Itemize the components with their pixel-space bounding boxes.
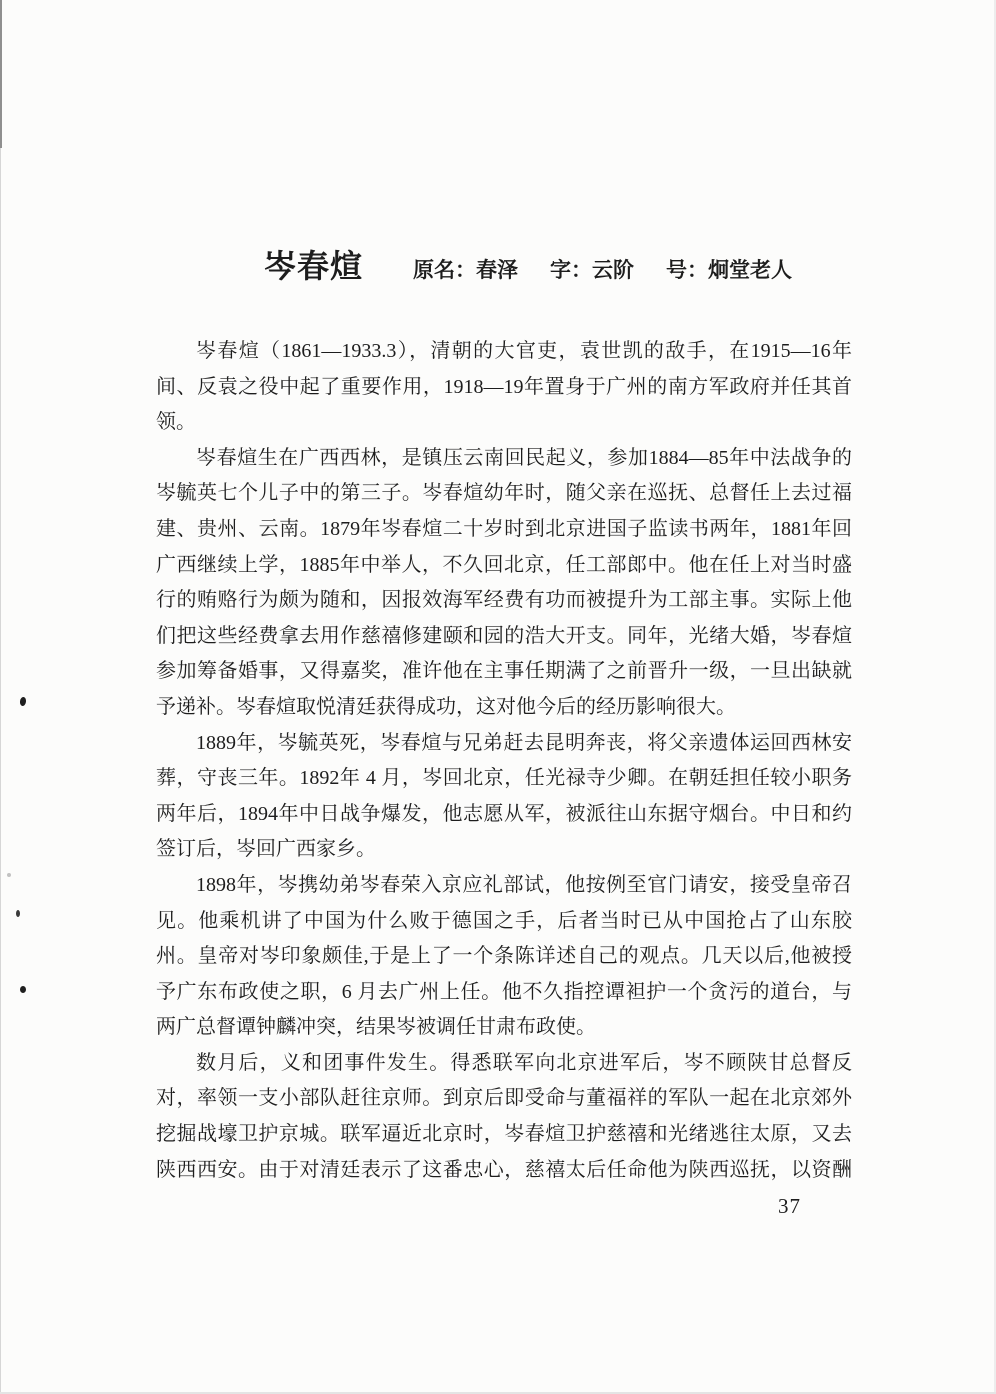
paragraph bbox=[156, 1046, 852, 1188]
text-line: 行的贿赂行为颇为随和，因报效海军经费有功而被提升为工部主事。实际上他 bbox=[156, 589, 852, 612]
ink-speck bbox=[7, 873, 11, 877]
text-line: 们把这些经费拿去用作慈禧修建颐和园的浩大开支。同年，光绪大婚，岑春煊 bbox=[156, 624, 852, 647]
text-line: 见。他乘机讲了中国为什么败于德国之手，后者当时已从中国抢占了山东胶 bbox=[156, 909, 852, 932]
text-line: 数月后，义和团事件发生。得悉联军向北京进军后，岑不顾陕甘总督反 bbox=[196, 1051, 852, 1074]
text-line: 建、贵州、云南。1879年岑春煊二十岁时到北京进国子监读书两年，1881年回 bbox=[156, 517, 852, 540]
text-line: 葬，守丧三年。1892年 4 月，岑回北京，任光禄寺少卿。在朝廷担任较小职务 bbox=[156, 767, 852, 790]
paragraph bbox=[156, 868, 852, 1046]
alias-label: 字：云阶 bbox=[550, 258, 635, 282]
paragraph bbox=[156, 334, 852, 441]
text-line: 挖掘战壕卫护京城。联军逼近北京时，岑春煊卫护慈禧和光绪逃往太原，又去 bbox=[156, 1123, 852, 1146]
text-line: 岑毓英七个儿子中的第三子。岑春煊幼年时，随父亲在巡抚、总督任上去过福 bbox=[156, 482, 852, 505]
text-line: 广西继续上学，1885年中举人，不久回北京，任工部郎中。他在任上对当时盛 bbox=[156, 553, 852, 576]
text-line: 两广总督谭钟麟冲突，结果岑被调任甘肃布政使。 bbox=[156, 1016, 596, 1039]
text-line: 领。 bbox=[156, 411, 196, 434]
text-line: 陕西西安。由于对清廷表示了这番忠心，慈禧太后任命他为陕西巡抚，以资酬 bbox=[156, 1158, 852, 1181]
text-line: 对，率领一支小部队赶往京师。到京后即受命与董福祥的军队一起在北京郊外 bbox=[156, 1087, 852, 1110]
text-line: 岑春煊生在广西西林，是镇压云南回民起义，参加1884—85年中法战争的 bbox=[196, 446, 852, 469]
scan-edge-left bbox=[0, 0, 2, 148]
paragraph bbox=[156, 441, 852, 726]
doc-title: 岑春煊 bbox=[264, 248, 364, 284]
text-line: 参加筹备婚事，又得嘉奖，准许他在主事任期满了之前晋升一级，一旦出缺就 bbox=[156, 660, 852, 683]
alias-label: 原名：春泽 bbox=[413, 258, 519, 282]
text-line: 予递补。岑春煊取悦清廷获得成功，这对他今后的经历影响很大。 bbox=[156, 695, 736, 718]
ink-speck bbox=[20, 986, 26, 993]
title-row bbox=[264, 241, 792, 287]
paragraph bbox=[156, 726, 852, 868]
text-line: 1898年，岑携幼弟岑春荣入京应礼部试，他按例至官门请安，接受皇帝召 bbox=[196, 873, 852, 896]
ink-speck bbox=[19, 697, 26, 707]
alias-labels bbox=[413, 254, 792, 284]
alias-label: 号：炯堂老人 bbox=[666, 258, 793, 282]
text-line: 签订后，岑回广西家乡。 bbox=[156, 838, 376, 861]
text-line: 1889年，岑毓英死，岑春煊与兄弟赶去昆明奔丧，将父亲遗体运回西林安 bbox=[196, 731, 852, 754]
text-line: 州。皇帝对岑印象颇佳,于是上了一个条陈详述自己的观点。几天以后,他被授 bbox=[156, 945, 852, 968]
page-number: 37 bbox=[778, 1194, 801, 1218]
body-text bbox=[156, 334, 852, 1188]
text-line: 岑春煊（1861—1933.3），清朝的大官吏，袁世凯的敌手，在1915—16年 bbox=[196, 340, 852, 362]
ink-speck bbox=[16, 910, 20, 917]
text-line: 两年后，1894年中日战争爆发，他志愿从军，被派往山东据守烟台。中日和约 bbox=[156, 802, 852, 825]
text-line: 予广东布政使之职，6 月去广州上任。他不久指控谭袒护一个贪污的道台，与 bbox=[156, 980, 852, 1003]
text-line: 间、反袁之役中起了重要作用，1918—19年置身于广州的南方军政府并任其首 bbox=[156, 375, 852, 398]
scan-edge-left-faint bbox=[0, 148, 1, 1394]
